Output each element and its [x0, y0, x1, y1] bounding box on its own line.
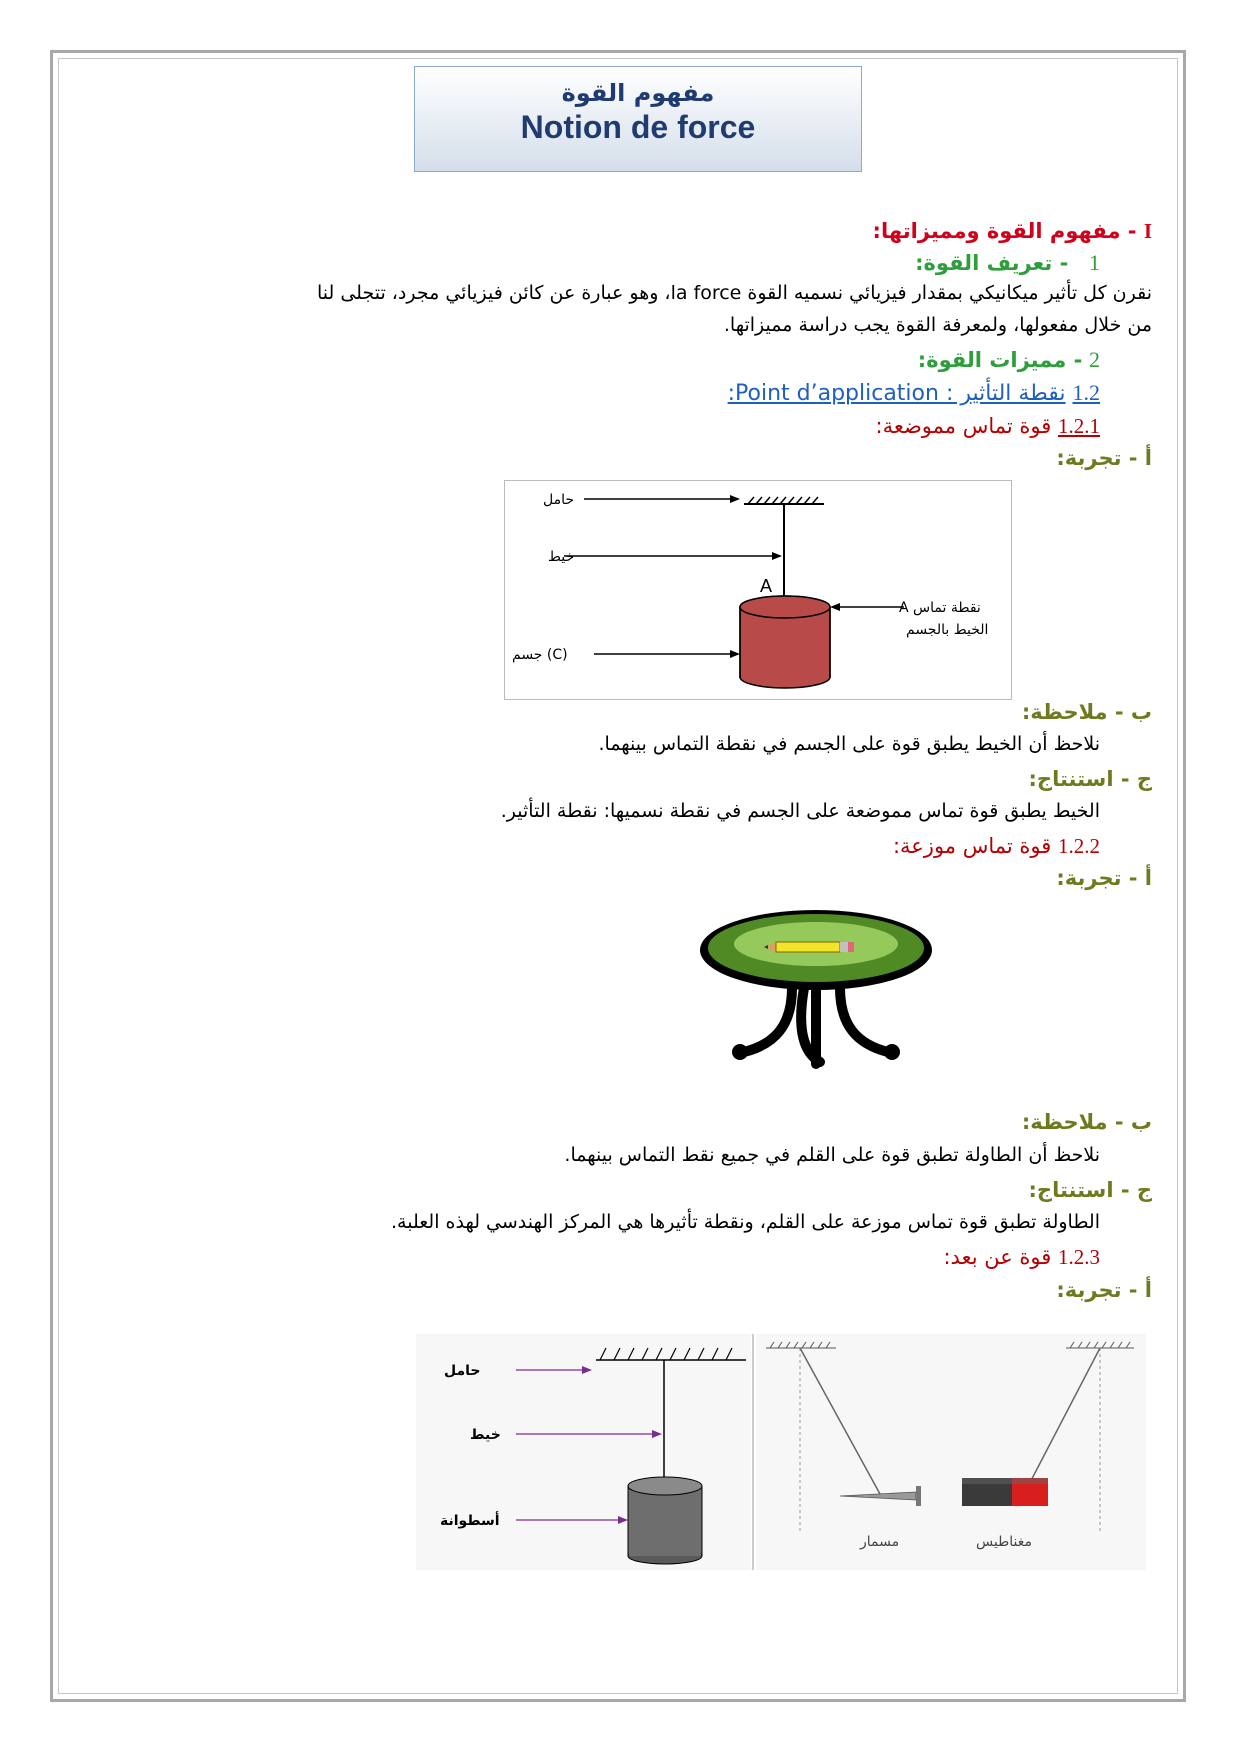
subheading-definition — [915, 250, 1100, 276]
sub1-number: 1 — [1089, 250, 1100, 275]
figure3-right-panel — [756, 1334, 1146, 1570]
experiment-label-3: أ - تجربة: — [1056, 1278, 1152, 1302]
fig3-cylinder — [628, 1477, 702, 1495]
fig3-cylinder-label: أسطوانة — [440, 1513, 500, 1529]
conclusion-text-1: الخيط يطبق قوة تماس مموضعة على الجسم في نقطة نسميها: نقطة التأثير. — [500, 800, 1100, 822]
distance-force-heading — [943, 1245, 1100, 1270]
conclusion-text-2: الطاولة تطبق قوة تماس موزعة على القلم، ونقطة تأثيرها هي المركز الهندسي لهذه العلبة. — [391, 1211, 1100, 1233]
conclusion-label-1: ج - استنتاج: — [1028, 767, 1152, 791]
point-app-number: 1.2 — [1072, 380, 1100, 405]
definition-line-2: من خلال مفعولها، ولمعرفة القوة يجب دراسة مميزاتها. — [723, 314, 1152, 336]
fig3-magnet — [962, 1478, 1048, 1506]
title-french: Notion de force — [520, 109, 756, 145]
title-arabic: مفهوم القوة — [561, 79, 715, 107]
observation-text-2: نلاحظ أن الطاولة تطبق قوة على القلم في جميع نقط التماس بينهما. — [564, 1144, 1100, 1166]
table-legs — [744, 988, 888, 1064]
fig3-support-label: حامل — [444, 1363, 481, 1379]
p121-number: 1.2.1 — [1058, 414, 1100, 438]
definition-line-1: نقرن كل تأثير ميكانيكي بمقدار فيزيائي نسميه القوة la force، وهو عبارة عن كائن فيزيائي مجرد، تتجلى لنا — [316, 282, 1152, 304]
experiment-label-2: أ - تجربة: — [1056, 866, 1152, 890]
fig1-thread-label: خيط — [548, 549, 575, 565]
fig1-body-label: جسم (C) — [512, 647, 568, 663]
observation-text-1: نلاحظ أن الخيط يطبق قوة على الجسم في نقطة التماس بينهما. — [598, 733, 1100, 755]
figure-distance-force — [416, 1334, 1146, 1570]
p123-number: 1.2.3 — [1058, 1245, 1100, 1269]
localized-contact-heading — [876, 414, 1100, 439]
observation-label-2: ب - ملاحظة: — [1021, 1110, 1152, 1134]
p121-text: قوة تماس مموضعة: — [875, 414, 1052, 438]
observation-label-1: ب - ملاحظة: — [1021, 700, 1152, 724]
sub2-text: - مميزات القوة: — [917, 348, 1083, 372]
section-heading — [873, 219, 1152, 244]
distributed-contact-heading — [893, 834, 1100, 859]
pencil — [764, 942, 854, 952]
subheading-characteristics — [918, 347, 1100, 373]
section-heading-text: - مفهوم القوة ومميزاتها: — [872, 219, 1137, 243]
conclusion-label-2: ج - استنتاج: — [1028, 1178, 1152, 1202]
point-app-text: نقطة التأثير : Point d’application: — [727, 381, 1066, 406]
fig1-contact-label-1: A نقطة تماس — [899, 600, 981, 616]
title-box — [414, 66, 862, 172]
fig3-thread-label: خيط — [470, 1427, 501, 1443]
fig1-support-label: حامل — [542, 492, 574, 508]
fig3-magnet-label: مغناطيس — [976, 1534, 1032, 1550]
sub2-number: 2 — [1089, 347, 1100, 372]
p122-text: قوة تماس موزعة: — [892, 834, 1052, 858]
experiment-label-1: أ - تجربة: — [1056, 446, 1152, 470]
fig3-nail-label: مسمار — [860, 1534, 900, 1550]
fig1-contact-label-2: الخيط بالجسم — [906, 622, 989, 638]
figure-table-pencil — [696, 904, 936, 1076]
p123-text: قوة عن بعد: — [943, 1245, 1052, 1269]
sub1-text: - تعريف القوة: — [915, 251, 1069, 275]
point-a-label: A — [760, 576, 773, 596]
p122-number: 1.2.2 — [1058, 834, 1100, 858]
figure-thread-body — [504, 480, 1012, 700]
point-application-heading — [728, 380, 1100, 406]
section-number: I — [1143, 219, 1152, 243]
